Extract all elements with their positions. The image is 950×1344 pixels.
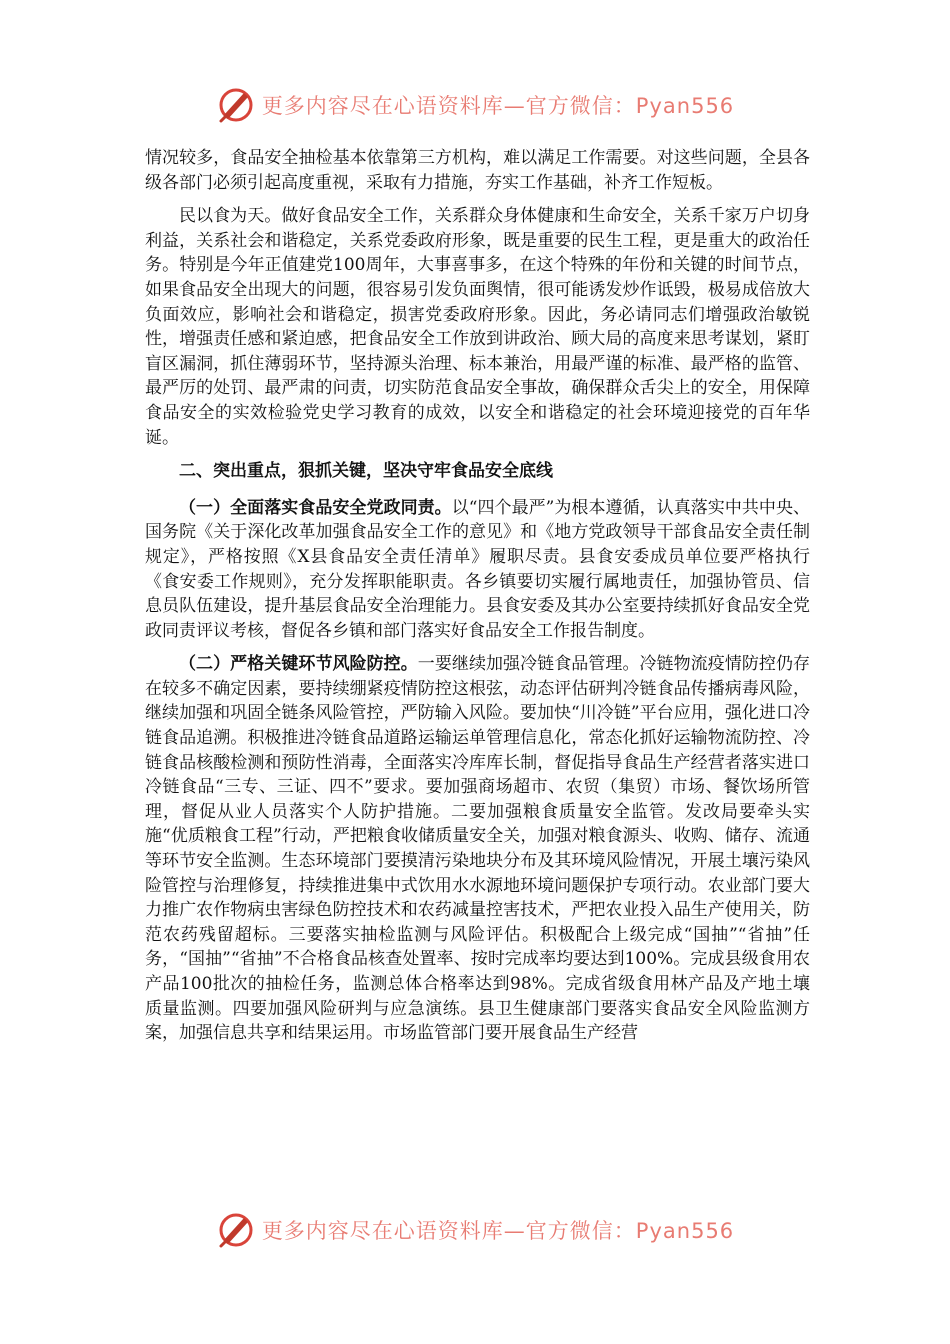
paragraph-continuation: 情况较多，食品安全抽检基本依靠第三方机构，难以满足工作需要。对这些问题，全县各级各部门必须引起高度重视，采取有力措施，夯实工作基础，补齐工作短板。 [145,148,810,193]
brush-pen-logo-icon [216,85,256,125]
header-watermark-banner [0,80,950,130]
paragraph-text-1: 以“四个最严”为根本遵循，认真落实中共中央、国务院《关于深化改革加强食品安全工作的意见》和《地方党政领导干部食品安全责任制规定》，严格按照《X县食品安全责任清单》履职尽责。县食安委成员单位要严格执行《食安委工作规则》，充分发挥职能职责。各乡镇要切实履行属地责任，加强协管员、信息员队伍建设，提升基层食品安全治理能力。县食安委及其办公室要持续抓好食品安全党政同责评议考核，督促各乡镇和部门落实好食品安全工作报告制度。 [145,497,810,641]
brush-pen-logo-icon [216,1210,256,1250]
paragraph-risk-control [145,652,810,1046]
subsection-title-2: （二）严格关键环节风险防控。 [179,654,418,675]
section-heading: 二、突出重点，狠抓关键，坚决守牢食品安全底线 [179,461,553,482]
footer-watermark-banner [0,1205,950,1255]
watermark-text: 更多内容尽在心语资料库—官方微信：Pyan556 [261,1219,735,1243]
subsection-title-1: （一）全面落实食品安全党政同责。 [179,497,452,518]
paragraph-party-responsibility [145,496,810,644]
paragraph-text-2: 一要继续加强冷链食品管理。冷链物流疫情防控仍存在较多不确定因素，要持续绷紧疫情防控这根弦，动态评估研判冷链食品传播病毒风险，继续加强和巩固全链条风险管控，严防输入风险。要加快“川冷链”平台应用，强化进口冷链食品追溯。积极推进冷链食品道路运输运单管理信息化，常态化抓好运输物流防控、冷链食品核酸检测和预防性消毒，全面落实冷库库长制，督促指导食品生产经营者落实进口冷链食品“三专、三证、四不”要求。要加强商场超市、农贸（集贸）市场、餐饮场所管理，督促从业人员落实个人防护措施。二要加强粮食质量安全监管。发改局要牵头实施“优质粮食工程”行动，严把粮食收储质量安全关，加强对粮食源头、收购、储存、流通等环节安全监测。生态环境部门要摸清污染地块分布及其环境风险情况，开展土壤污染风险管控与治理修复，持续推进集中式饮用水水源地环境问题保护专项行动。农业部门要大力推广农作物病虫害绿色防控技术和农药减量控害技术，严把农业投入品生产使用关，防范农药残留超标。三要落实抽检监测与风险评估。积极配合上级完成“国抽”“省抽”任务，“国抽”“省抽”不合格食品核查处置率、按时完成率均要达到100%。完成县级食用农产品100批次的抽检任务，监测总体合格率达到98%。完成省级食用林产品及产地土壤质量监测。四要加强风险研判与应急演练。县卫生健康部门要落实食品安全风险监测方案，加强信息共享和结果运用。市场监管部门要开展食品生产经营 [145,654,811,1044]
watermark-text: 更多内容尽在心语资料库—官方微信：Pyan556 [261,94,735,118]
paragraph-food-safety-importance: 民以食为天。做好食品安全工作，关系群众身体健康和生命安全，关系千家万户切身利益，关系社会和谐稳定，关系党委政府形象，既是重要的民生工程，更是重大的政治任务。特别是今年正值建党100周年，大事喜事多，在这个特殊的年份和关键的时间节点，如果食品安全出现大的问题，很容易引发负面舆情，很可能诱发炒作诋毁，极易成倍放大负面效应，影响社会和谐稳定，损害党委政府形象。因此，务必请同志们增强政治敏锐性，增强责任感和紧迫感，把食品安全工作放到讲政治、顾大局的高度来思考谋划，紧盯盲区漏洞，抓住薄弱环节，坚持源头治理、标本兼治，用最严谨的标准、最严格的监管、最严厉的处罚、最严肃的问责，切实防范食品安全事故，确保群众舌尖上的安全，用保障食品安全的实效检验党史学习教育的成效，以安全和谐稳定的社会环境迎接党的百年华诞。 [145,206,810,448]
document-body [145,146,810,1055]
